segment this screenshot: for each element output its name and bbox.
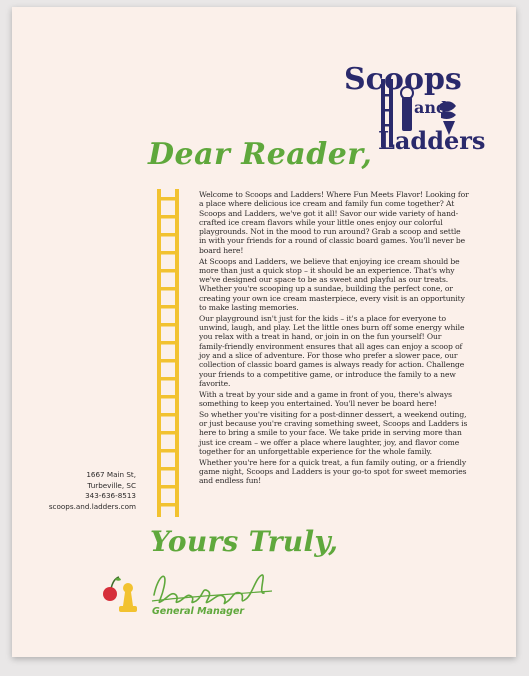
contact-phone: 343-636-8513: [85, 491, 136, 500]
paragraph: At Scoops and Ladders, we believe that enjoying ice cream should be more than just a quick stop – it should be an experience. That's why we've designed our space to be as sweet and playful as our treats. Whether you're scooping up a sundae, building the perfect cone, or creating your own ice cream masterpiece, every visit is an opportunity to make lasting memories.: [199, 256, 465, 313]
greeting-heading: Dear Reader,: [148, 137, 373, 172]
ladder-rung: [157, 341, 179, 345]
logo-text-scoops: Scoops: [344, 62, 462, 97]
handwritten-signature: [150, 565, 282, 611]
logo-text-ladders: Ladders: [378, 126, 486, 155]
ladder-rung: [157, 359, 179, 363]
ladder-rung: [157, 503, 179, 507]
ladder-rung: [157, 251, 179, 255]
ladder-rung: [157, 197, 179, 201]
ladder-rung: [157, 287, 179, 291]
game-pawn-icon: [117, 582, 139, 614]
ladder-rung: [157, 269, 179, 273]
ladder-rung: [157, 395, 179, 399]
ladder-rung: [157, 305, 179, 309]
paragraph: Our playground isn't just for the kids – it's a place for everyone to unwind, laugh, and play. Let the little ones burn off some energy while you relax with a treat in hand, or join in on the fun yourself! Our family-friendly environment ensures that all ages can enjoy a scoop of joy and a slice of adventure. For those who prefer a slower pace, our collection of classic board games is always ready for action. Challenge your friends to a competitive game, or introduce the family to a new favorite.: [199, 313, 465, 388]
contact-street: 1667 Main St,: [86, 470, 136, 479]
ladder-icon: [156, 189, 180, 517]
ladder-rung: [157, 215, 179, 219]
logo-text-and: and: [414, 98, 448, 117]
ladder-rung: [157, 377, 179, 381]
paragraph: Whether you're here for a quick treat, a fun family outing, or a friendly game night, Scoops and Ladders is your go-to spot for sweet memories and endless fun!: [199, 457, 467, 486]
closing-heading: Yours Truly,: [150, 525, 339, 558]
contact-city: Turbeville, SC: [87, 480, 136, 490]
ladder-rung: [157, 323, 179, 327]
ladder-rung: [157, 431, 179, 435]
ladder-rung: [157, 485, 179, 489]
ladder-rung: [157, 413, 179, 417]
letter-body: [199, 190, 469, 487]
paragraph: With a treat by your side and a game in front of you, there's always something to keep you entertained. You'll never be board here!: [199, 389, 452, 409]
letter-page: [12, 7, 516, 657]
contact-website: scoops.and.ladders.com: [48, 501, 136, 511]
paragraph: So whether you're visiting for a post-dinner dessert, a weekend outing, or just because you're craving something sweet, Scoops and Ladders is here to bring a smile to your face. We take pride in serving more than just ice cream – we offer a place where laughter, joy, and flavor come together for an unforgettable experience for the whole family.: [199, 409, 468, 457]
ladder-rung: [157, 449, 179, 453]
ladder-rung: [157, 233, 179, 237]
signer-title: General Manager: [152, 606, 245, 617]
contact-block: [32, 470, 136, 512]
paragraph: Welcome to Scoops and Ladders! Where Fun Meets Flavor! Looking for a place where delicious ice cream and family fun come together? At Scoops and Ladders, we've got it all! Savor our wide variety of hand-crafted ice cream flavors while your little ones enjoy our colorful playgrounds. Not in the mood to run around? Grab a scoop and settle in with your friends for a round of classic board games. You'll never be board here!: [199, 190, 469, 255]
ladder-rung: [157, 467, 179, 471]
